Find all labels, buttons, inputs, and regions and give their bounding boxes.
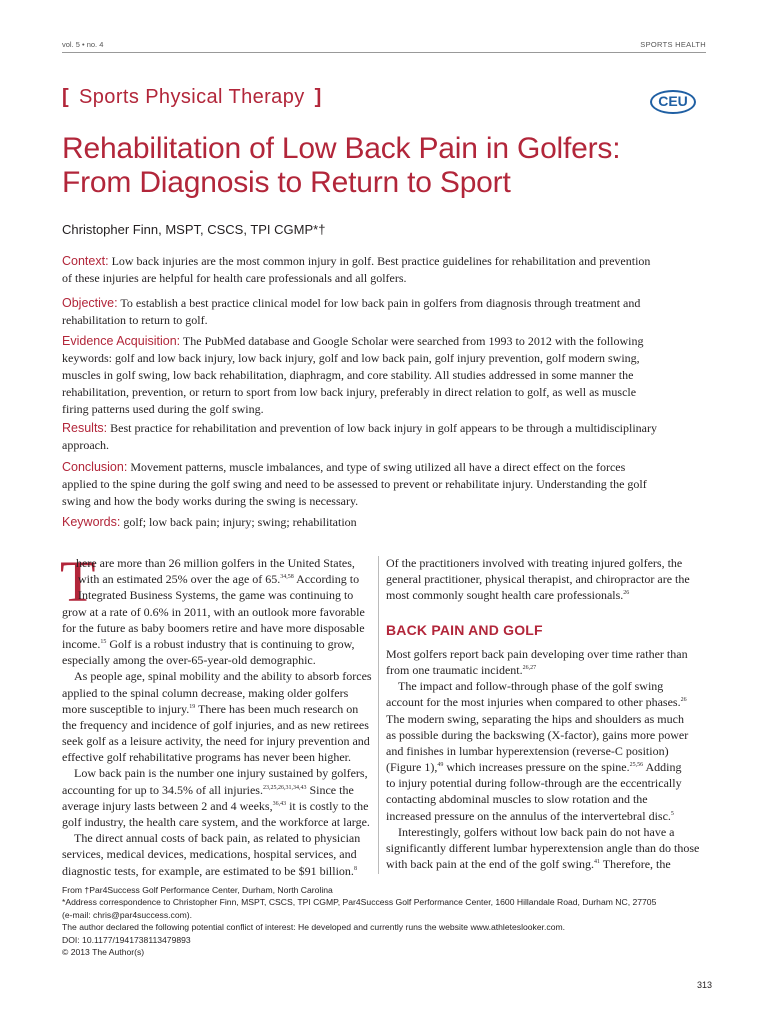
abstract-line: Best practice for rehabilitation and prevention of low back injury in golf appears to be through a multidisciplinary — [107, 421, 657, 435]
body-text: as possible during the backswing (X-factor), gains more power — [386, 727, 689, 742]
abstract-line: muscles in golf swing, low back rehabilitation, diaphragm, and core stability. All studies addressed in some manner the — [62, 368, 634, 382]
body-text-line — [386, 759, 708, 775]
body-text-line — [62, 604, 373, 620]
body-text: income. — [62, 636, 101, 651]
body-text-line — [62, 571, 373, 587]
body-text: (Figure 1), — [386, 760, 438, 775]
body-text: grow at a rate of 0.6% in 2011, with an outlook more favorable — [62, 604, 365, 619]
body-text: general practitioner, physical therapist, and chiropractor are the — [386, 572, 690, 587]
body-text: for the future as baby boomers retire and have more disposable — [62, 620, 365, 635]
body-text-line — [62, 733, 373, 749]
body-text-line — [386, 791, 708, 807]
body-text: increased pressure on the annulus of the intervertebral disc. — [386, 808, 671, 823]
section-label-text: Sports Physical Therapy — [79, 86, 305, 108]
body-text: Low back pain is the number one injury sustained by golfers, — [74, 766, 368, 781]
abstract-line: of these injuries are helpful for health care professionals and all golfers. — [62, 271, 407, 285]
title-line-1: Rehabilitation of Low Back Pain in Golfers: — [62, 132, 621, 165]
author-line: Christopher Finn, MSPT, CSCS, TPI CGMP*† — [62, 222, 326, 237]
section-label — [62, 86, 322, 109]
body-text-line — [62, 749, 373, 765]
body-text: it is costly to the — [286, 798, 369, 813]
body-text-line — [62, 830, 373, 846]
footnotes — [62, 884, 722, 958]
column-divider — [378, 556, 379, 874]
open-bracket: [ — [62, 86, 70, 108]
citation-superscript: 36,43 — [272, 800, 287, 807]
body-text: golf industry, the health care system, and the workforce at large. — [62, 815, 370, 829]
evidence-label: Evidence Acquisition: — [62, 334, 181, 348]
abstract-line: Movement patterns, muscle imbalances, and type of swing utilized all have a direct effect on the forces — [127, 460, 626, 474]
body-text-line — [62, 798, 373, 814]
journal-volume-issue: vol. 5 • no. 4 — [62, 40, 104, 49]
citation-superscript: 26 — [623, 590, 630, 597]
body-text: services, medical devices, medications, hospital services, and — [62, 847, 357, 862]
abstract-line: The PubMed database and Google Scholar were searched from 1993 to 2012 with the following — [180, 334, 644, 348]
citation-superscript: 19 — [189, 703, 196, 710]
body-text-line — [386, 727, 708, 743]
abstract-line: firing patterns used during the golf swing. — [62, 402, 264, 416]
abstract-conclusion — [62, 459, 708, 510]
abstract-line: keywords: golf and low back injury, low back injury, golf and low back pain, golf injury prevention, golf modern swing, — [62, 351, 640, 365]
footnote-line: The author declared the following potential conflict of interest: He developed and currently runs the website www.athleteslooker.com. — [62, 922, 566, 933]
abstract-results — [62, 420, 708, 454]
body-text-line — [386, 587, 708, 603]
running-head — [62, 40, 706, 52]
citation-superscript: 49 — [437, 762, 444, 769]
abstract-line: rehabilitation to return to golf. — [62, 313, 208, 327]
body-text-line — [62, 620, 373, 636]
body-text: According to — [293, 572, 360, 587]
body-text-line — [62, 652, 373, 668]
keywords-text: golf; low back pain; injury; swing; rehabilitation — [120, 515, 357, 529]
body-text: Integrated Business Systems, the game was continuing to — [78, 588, 354, 603]
body-text: The modern swing, separating the hips and shoulders as much — [386, 711, 684, 726]
objective-label: Objective: — [62, 296, 118, 310]
body-text-line — [62, 863, 373, 879]
footnote-line: (e-mail: chris@par4success.com). — [62, 909, 193, 920]
body-text-line — [62, 814, 373, 830]
citation-superscript: 41 — [593, 859, 600, 866]
body-text: Golf is a robust industry that is continuing to grow, — [106, 636, 355, 651]
body-text: with back pain at the end of the golf swing. — [386, 857, 594, 872]
body-text-line — [386, 743, 708, 759]
page-number: 313 — [696, 980, 712, 990]
body-text: average injury lasts between 2 and 4 weeks, — [62, 798, 273, 813]
body-text-line — [386, 808, 708, 824]
body-text-line — [62, 668, 373, 684]
body-text: applied to the spinal column decrease, making older golfers — [62, 685, 349, 700]
citation-superscript: 25,56 — [629, 762, 644, 769]
keywords-label: Keywords: — [62, 515, 121, 529]
body-text: Therefore, the — [599, 857, 671, 872]
body-text: Since the — [306, 782, 354, 797]
body-text-line — [386, 571, 708, 587]
drop-cap: T — [60, 549, 96, 614]
body-column-left — [60, 549, 373, 879]
citation-superscript: 26 — [680, 697, 687, 704]
body-text: diagnostic tests, for example, are estimated to be $91 billion. — [62, 863, 354, 878]
body-text: and finishes in lumbar hyperextension (reverse-C position) — [386, 743, 669, 758]
body-text: effective golf rehabilitative programs has never been higher. — [62, 750, 351, 765]
section-heading: BACK PAIN AND GOLF — [386, 621, 543, 638]
body-text: most commonly sought health care professionals. — [386, 588, 624, 603]
body-text-line — [62, 717, 373, 733]
body-text: accounting for up to 34.5% of all injuries. — [62, 782, 263, 797]
results-label: Results: — [62, 421, 108, 435]
body-text: to injury potential during follow-through are the eccentrically — [386, 776, 682, 791]
citation-superscript: 5 — [670, 810, 674, 817]
footnote-line: DOI: 10.1177/1941738113479893 — [62, 934, 191, 945]
body-text: As people age, spinal mobility and the ability to absorb forces — [74, 669, 372, 684]
body-text: which increases pressure on the spine. — [443, 760, 630, 775]
footnote-line: *Address correspondence to Christopher Finn, MSPT, CSCS, TPI CGMP, Par4Success Golf Performance Center, 1600 Hillandale Road, Durham NC, 27705 — [62, 897, 657, 908]
abstract-line: Low back injuries are the most common injury in golf. Best practice guidelines for rehabilitation and prevention — [108, 254, 651, 268]
body-text-line — [62, 782, 373, 798]
conclusion-label: Conclusion: — [62, 460, 128, 474]
body-text-line — [62, 846, 373, 862]
body-text: especially among the over-65-year-old demographic. — [62, 653, 316, 668]
citation-superscript: 23,25,26,31,34,43 — [262, 784, 307, 791]
body-text: The impact and follow-through phase of the golf swing — [398, 679, 664, 694]
abstract-line: To establish a best practice clinical model for low back pain in golfers from diagnosis through treatment and — [117, 296, 641, 310]
body-text: Of the practitioners involved with treating injured golfers, the — [386, 556, 683, 570]
citation-superscript: 26,27 — [522, 664, 537, 671]
body-column-right — [386, 555, 708, 872]
body-text-line — [386, 678, 708, 694]
ceu-badge-icon: CEU — [650, 90, 696, 114]
body-text: contacting abdominal muscles to slow rotation and the — [386, 792, 648, 807]
abstract-context — [62, 253, 708, 287]
body-text: account for the most injuries when compared to other phases. — [386, 695, 681, 710]
body-text: Most golfers report back pain developing over time rather than — [386, 646, 688, 661]
body-text-line — [386, 662, 708, 678]
body-text-line — [386, 555, 708, 571]
body-text: more susceptible to injury. — [62, 701, 190, 716]
body-text: Interestingly, golfers without low back pain do not have a — [398, 824, 675, 839]
body-text-line — [62, 555, 373, 571]
body-text: Adding — [643, 760, 682, 775]
body-text-line — [386, 775, 708, 791]
body-text: significantly different lumbar hyperextension angle than do those — [386, 841, 700, 856]
body-text-line — [386, 711, 708, 727]
abstract-line: rehabilitation, prevention, or return to sport from low back injury, preferably in direct relation to golf, as well as muscle — [62, 385, 637, 399]
body-text-line — [62, 685, 373, 701]
citation-superscript: 34,58 — [280, 574, 294, 581]
journal-name: SPORTS HEALTH — [640, 40, 706, 49]
body-text-line — [62, 765, 373, 781]
body-text-line — [386, 840, 708, 856]
abstract-line: approach. — [62, 438, 109, 452]
abstract-keywords — [62, 514, 708, 531]
citation-superscript: 8 — [353, 865, 357, 872]
abstract-line: swing and how the body works during the swing is necessary. — [62, 494, 359, 508]
header-rule — [62, 52, 706, 53]
citation-superscript: 15 — [100, 638, 107, 645]
body-text-line — [386, 694, 708, 710]
body-text-line — [62, 587, 373, 603]
body-text: seek golf as a leisure activity, the need for injury prevention and — [62, 734, 370, 749]
body-text: here are more than 26 million golfers in the United States, — [76, 556, 355, 570]
body-text-line — [386, 856, 708, 872]
footnote-line: From †Par4Success Golf Performance Center, Durham, North Carolina — [62, 885, 333, 895]
abstract-objective — [62, 295, 708, 329]
body-text-line — [386, 646, 708, 662]
body-text: There has been much research on — [195, 701, 359, 716]
abstract-evidence — [62, 333, 708, 418]
footnote-line: © 2013 The Author(s) — [62, 947, 145, 958]
title-line-2: From Diagnosis to Return to Sport — [62, 166, 511, 199]
body-text: the frequency and incidence of golf injuries, and as new retirees — [62, 717, 369, 732]
body-text-line — [62, 636, 373, 652]
body-text-line — [62, 701, 373, 717]
body-text: with an estimated 25% over the age of 65. — [78, 572, 281, 587]
article-title — [62, 132, 722, 200]
close-bracket: ] — [314, 86, 322, 108]
body-text: from one traumatic incident. — [386, 662, 523, 677]
context-label: Context: — [62, 254, 109, 268]
body-text: The direct annual costs of back pain, as related to physician — [74, 831, 361, 846]
abstract-line: applied to the spine during the golf swing and need to be assessed to prevent or rehabilitate injury. Understanding the golf — [62, 477, 647, 491]
body-text-line — [386, 824, 708, 840]
